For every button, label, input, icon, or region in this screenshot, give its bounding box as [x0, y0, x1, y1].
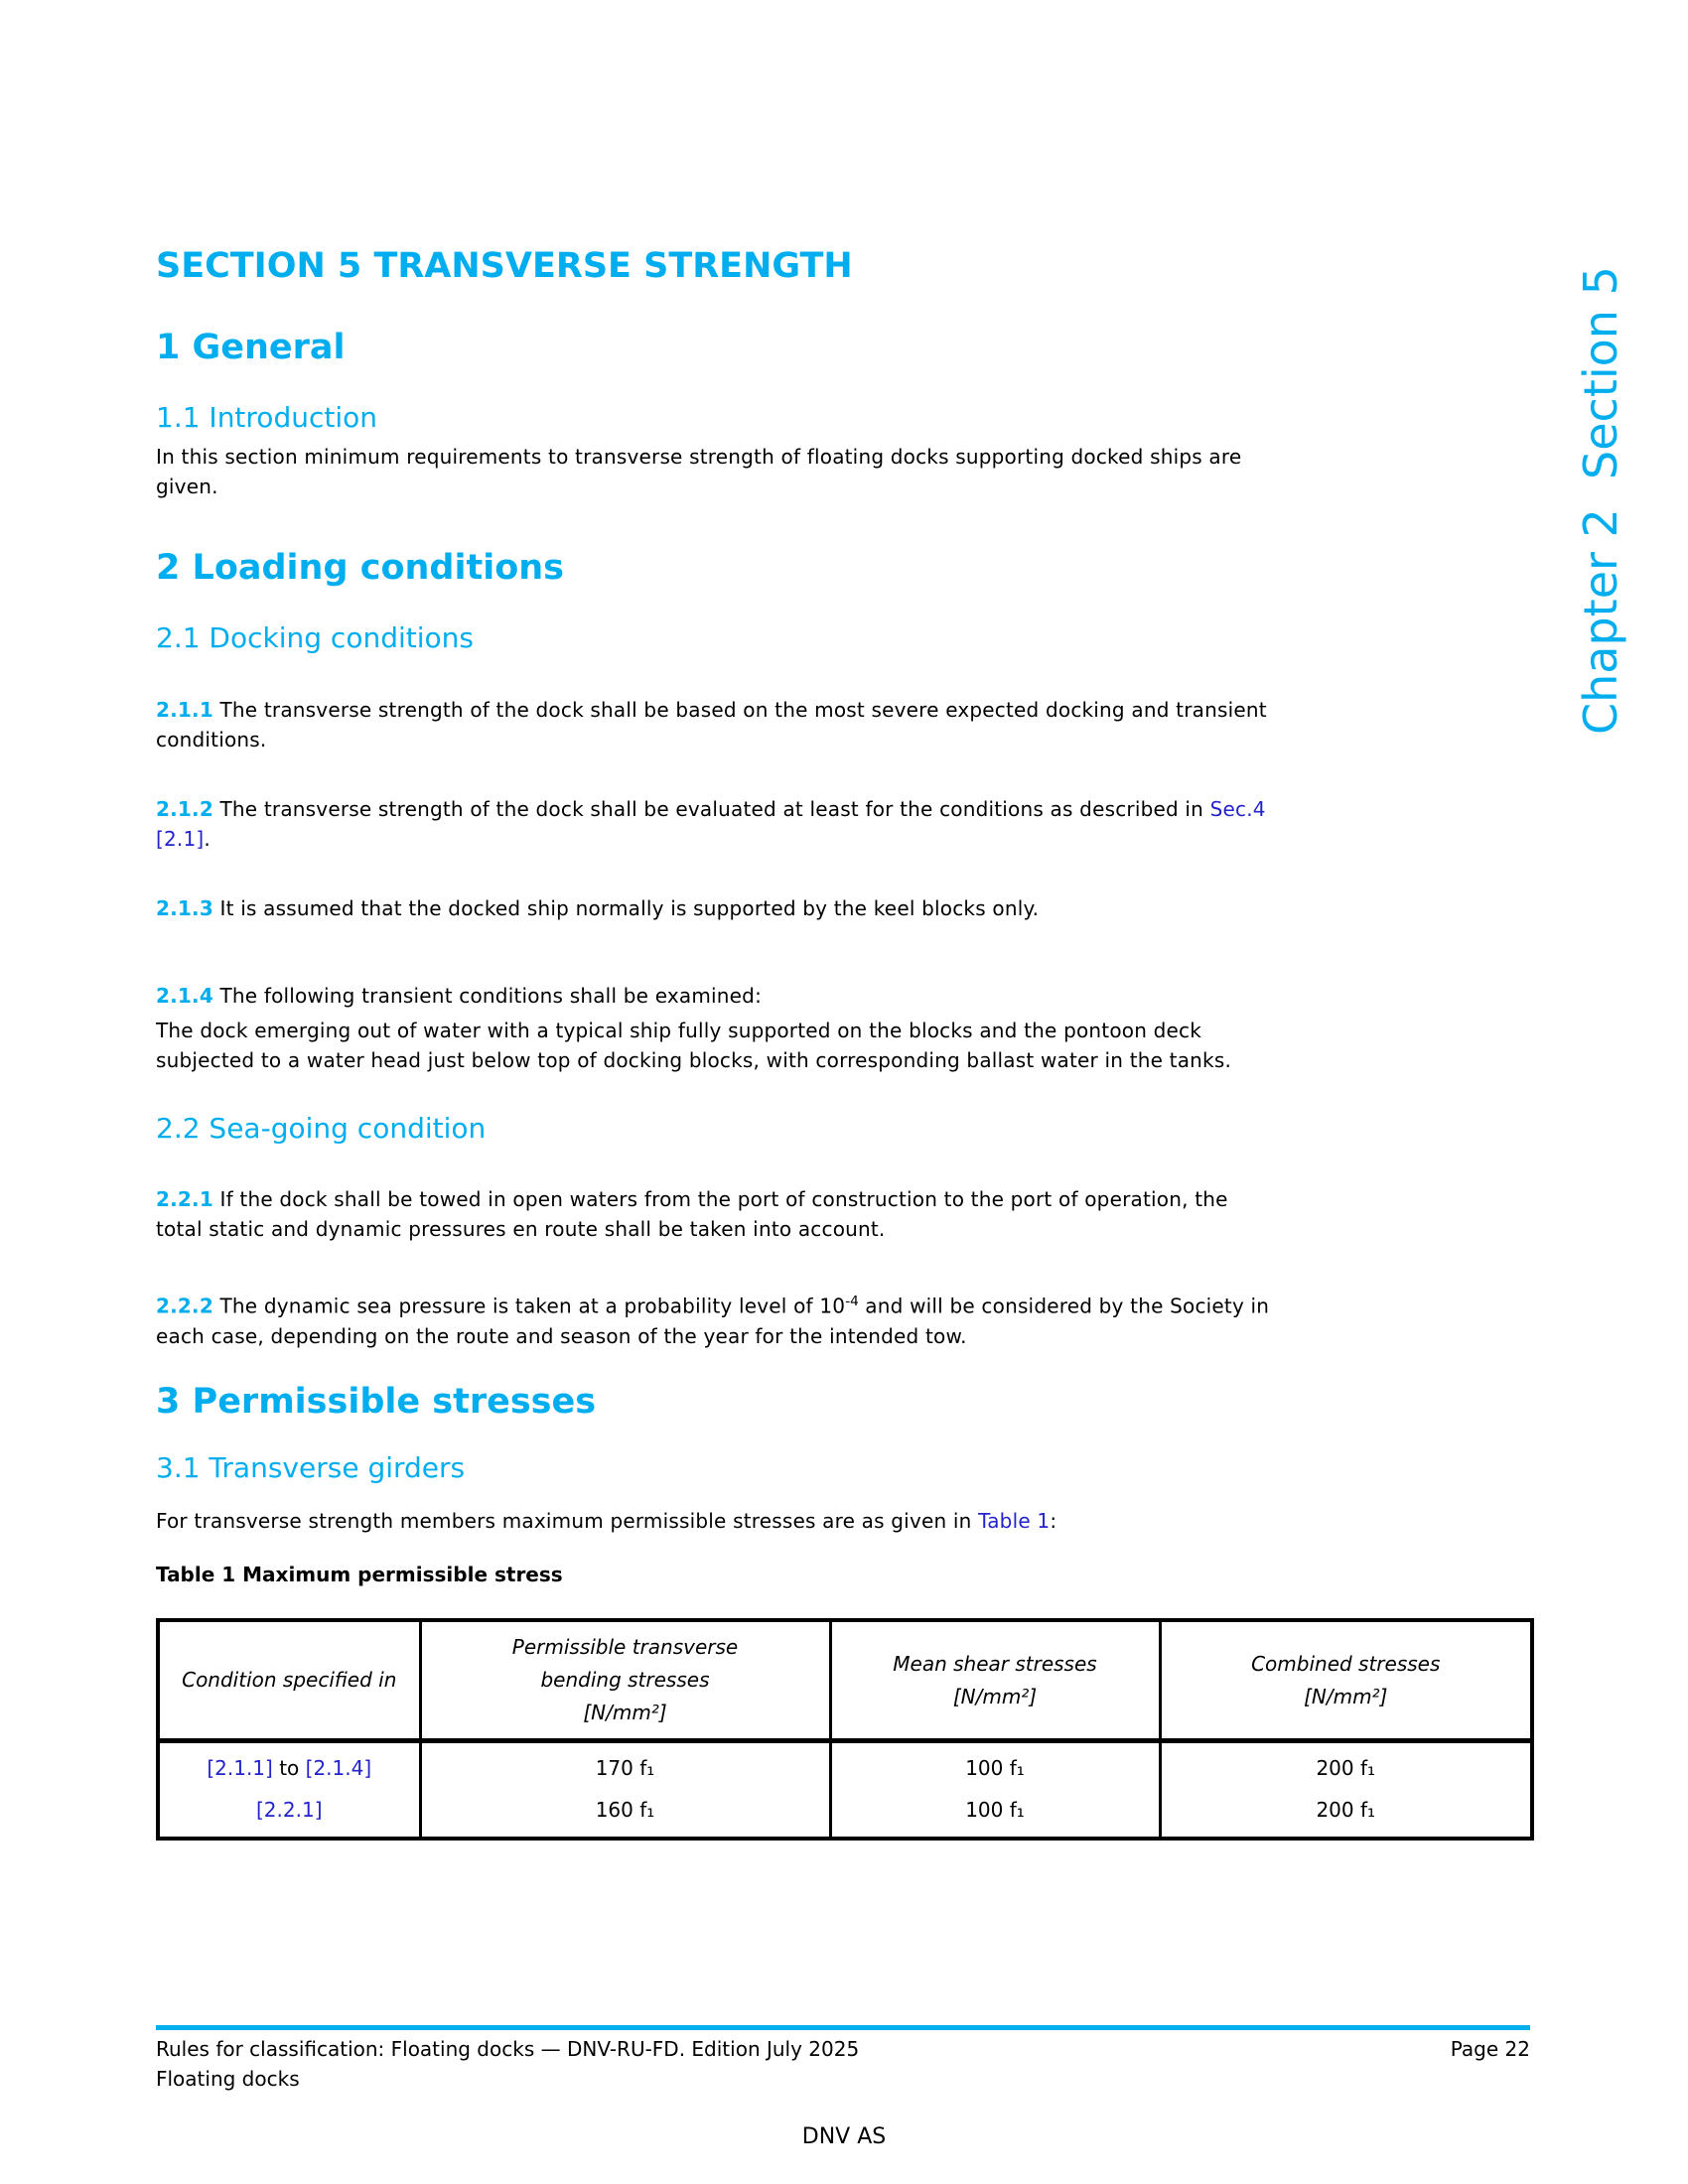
cell-condition-row1	[158, 1741, 420, 1790]
header-line: [N/mm²]	[583, 1701, 667, 1724]
cell-shear-row1: 100 f₁	[830, 1741, 1160, 1790]
text-run: It is assumed that the docked ship normally is supported by the keel blocks only.	[212, 896, 1040, 920]
header-line: [N/mm²]	[952, 1684, 1038, 1708]
table-row	[158, 1789, 1532, 1839]
text-run: The following transient conditions shall be examined:	[212, 984, 763, 1008]
text-run: For transverse strength members maximum permissible stresses are as given in	[156, 1509, 979, 1533]
paragraph-table-intro	[156, 1506, 1056, 1536]
header-line: Permissible transverse	[511, 1635, 739, 1659]
cell-bending-row1: 170 f₁	[420, 1741, 830, 1790]
text-run: -4	[845, 1294, 859, 1309]
chapter-section-sidebar-label: Chapter 2 Section 5	[1574, 266, 1627, 736]
paragraph-2-1-4	[156, 981, 762, 1011]
footer-document-reference: Rules for classification: Floating docks — DNV-RU-FD. Edition July 2025	[156, 2037, 860, 2061]
section-title: SECTION 5 TRANSVERSE STRENGTH	[156, 246, 853, 286]
cross-reference-link[interactable]: Table 1	[978, 1509, 1051, 1533]
table-caption: Table 1 Maximum permissible stress	[156, 1563, 563, 1586]
heading-3-1-transverse-girders: 3.1 Transverse girders	[156, 1451, 466, 1484]
text-run: The dock emerging out of water with a typical ship fully supported on the blocks and the pontoon deck	[156, 1019, 1202, 1042]
column-header-bending-stresses	[420, 1620, 830, 1741]
cell-shear-row2: 100 f₁	[830, 1789, 1160, 1839]
column-header-condition	[158, 1620, 420, 1741]
text-run: The transverse strength of the dock shall be based on the most severe expected docking and transient	[212, 698, 1267, 722]
text-run: .	[204, 827, 211, 851]
header-line: Mean shear stresses	[893, 1651, 1097, 1676]
heading-1-1-introduction: 1.1 Introduction	[156, 401, 377, 434]
page-number: Page 22	[1450, 2037, 1530, 2061]
heading-2-2-sea-going-condition: 2.2 Sea-going condition	[156, 1112, 487, 1145]
text-run: 2.1.4	[156, 984, 213, 1008]
text-run: 2.1.1	[156, 698, 213, 722]
heading-2-1-docking-conditions: 2.1 Docking conditions	[156, 621, 474, 654]
column-header-combined-stresses	[1160, 1620, 1532, 1741]
cell-bending-row2: 160 f₁	[420, 1789, 830, 1839]
paragraph-2-2-2	[156, 1287, 1269, 1351]
text-run: The transverse strength of the dock shall be evaluated at least for the conditions as described in	[212, 797, 1210, 821]
paragraph-2-1-2	[156, 794, 1266, 854]
paragraph-2-1-3	[156, 893, 1039, 923]
cross-reference-link[interactable]: [2.1.4]	[305, 1756, 372, 1780]
paragraph-2-1-4-continuation	[156, 1016, 1231, 1075]
header-line: [N/mm²]	[1304, 1684, 1388, 1708]
cell-condition-row2	[158, 1789, 420, 1839]
text-run: to	[272, 1756, 306, 1780]
heading-1-general: 1 General	[156, 328, 346, 367]
text-run: total static and dynamic pressures en route shall be taken into account.	[156, 1217, 886, 1241]
cross-reference-link[interactable]: [2.1]	[156, 827, 205, 851]
cross-reference-link[interactable]: [2.2.1]	[256, 1798, 323, 1822]
paragraph-2-1-1	[156, 695, 1267, 754]
heading-2-loading-conditions: 2 Loading conditions	[156, 548, 564, 588]
text-run: :	[1050, 1509, 1057, 1533]
cross-reference-link[interactable]: Sec.4	[1209, 797, 1266, 821]
heading-3-permissible-stresses: 3 Permissible stresses	[156, 1382, 597, 1422]
paragraph-2-2-1	[156, 1184, 1228, 1244]
text-run: The dynamic sea pressure is taken at a probability level of 10	[212, 1294, 846, 1318]
header-line: Combined stresses	[1251, 1651, 1441, 1676]
text-run: and will be considered by the Society in	[858, 1294, 1270, 1318]
paragraph-introduction	[156, 442, 1241, 501]
header-line: Condition specified in	[182, 1668, 397, 1692]
column-header-mean-shear-stresses	[830, 1620, 1160, 1741]
text-run: If the dock shall be towed in open waters from the port of construction to the port of operation, the	[212, 1187, 1228, 1211]
footer-divider-rule	[156, 2025, 1530, 2030]
publisher-label: DNV AS	[801, 2124, 887, 2149]
cell-combined-row1: 200 f₁	[1160, 1741, 1532, 1790]
table-header-row	[158, 1620, 1532, 1741]
text-run: 2.2.2	[156, 1294, 213, 1318]
cross-reference-link[interactable]: [2.1.1]	[207, 1756, 273, 1780]
text-run: 2.1.3	[156, 896, 213, 920]
footer-line-2: Floating docks	[156, 2067, 300, 2091]
text-run: each case, depending on the route and season of the year for the intended tow.	[156, 1323, 967, 1348]
text-run: conditions.	[156, 728, 267, 751]
footer-line-1	[156, 2036, 1530, 2062]
cell-combined-row2: 200 f₁	[1160, 1789, 1532, 1839]
text-run: 2.1.2	[156, 797, 213, 821]
text-run: subjected to a water head just below top of docking blocks, with corresponding ballast water in the tanks.	[156, 1048, 1232, 1072]
header-line: bending stresses	[540, 1668, 710, 1692]
text-run: In this section minimum requirements to transverse strength of floating docks supporting docked ships are	[156, 445, 1242, 469]
max-permissible-stress-table	[156, 1618, 1534, 1841]
text-run: given.	[156, 475, 218, 498]
text-run: 2.2.1	[156, 1187, 213, 1211]
table-row	[158, 1741, 1532, 1790]
